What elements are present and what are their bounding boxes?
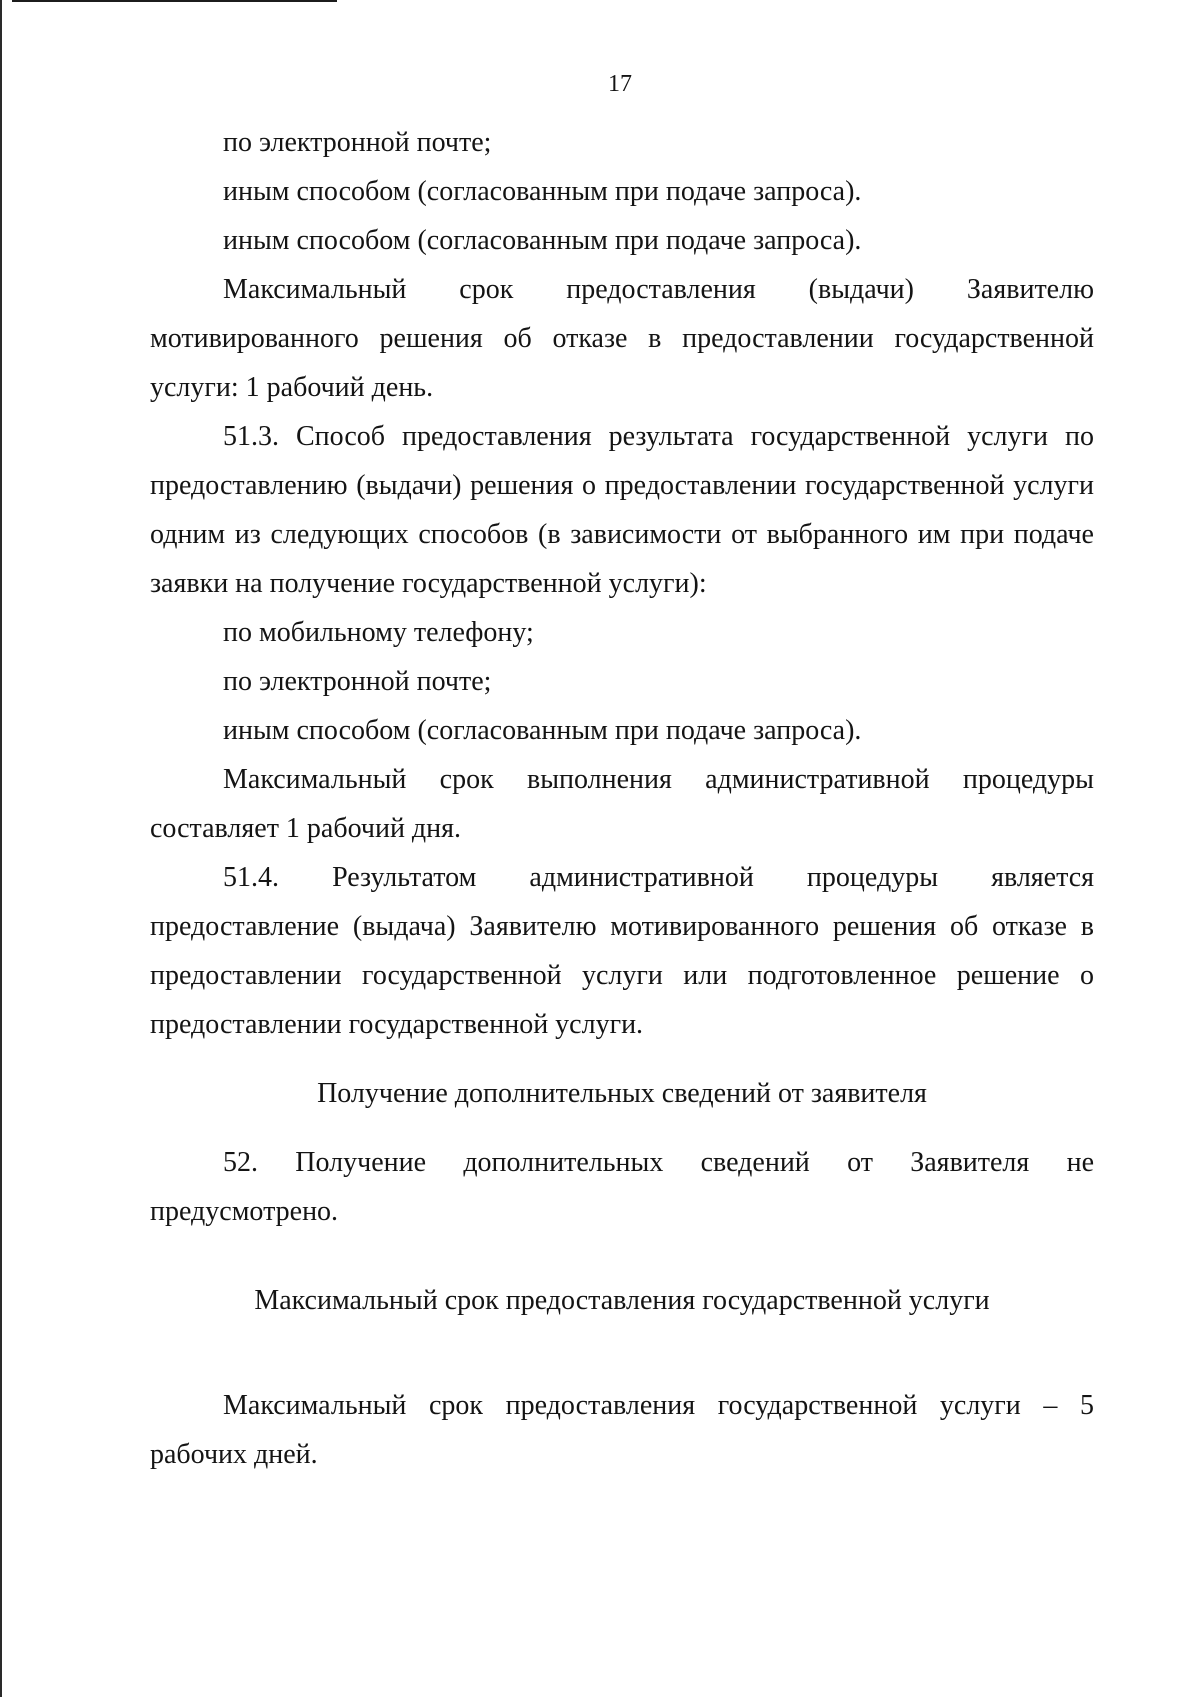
paragraph-51-4: 51.4. Результатом административной процедуры является предоставление (выдача) Заявителю мотивированного решения об отказе в предоставлении государственной услуги или подготовленное решение о предоставлении государственной услуги. [150,862,1094,1040]
paragraph-max-term: Максимальный срок предоставления государственной услуги – 5 рабочих дней. [150,1390,1094,1470]
list-line-email: по электронной почте; [223,127,492,158]
paragraph-max-refusal-term: Максимальный срок предоставления (выдачи) Заявителю мотивированного решения об отказе в предоставлении государственной услуги: 1 рабочий день. [150,274,1094,403]
section-heading-max-term: Максимальный срок предоставления государственной услуги [254,1285,990,1316]
scan-edge-left [0,0,2,1697]
document-body [150,118,1094,1479]
page-number: 17 [608,71,632,97]
section-heading-additional-info: Получение дополнительных сведений от заявителя [317,1078,927,1109]
spacer [150,1325,1094,1381]
paragraph-52: 52. Получение дополнительных сведений от Заявителя не предусмотрено. [150,1147,1094,1227]
list-line-other-method: иным способом (согласованным при подаче запроса). [223,176,862,207]
spacer [150,1118,1094,1138]
spacer [150,1049,1094,1069]
list-line-other-method-duplicate: иным способом (согласованным при подаче запроса). [223,225,862,256]
list-line-email-second: по электронной почте; [223,666,492,697]
list-line-other-method-third: иным способом (согласованным при подаче запроса). [223,715,862,746]
paragraph-51-3: 51.3. Способ предоставления результата государственной услуги по предоставлению (выдачи) решения о предоставлении государственной услуги одним из следующих способов (в зависимости от выбранного им при подаче заявки на получение государственной услуги): [150,421,1094,599]
spacer [150,1236,1094,1276]
paragraph-max-procedure-term: Максимальный срок выполнения административной процедуры составляет 1 рабочий дня. [150,764,1094,844]
scan-edge-top [12,0,337,2]
list-line-mobile: по мобильному телефону; [223,617,534,648]
